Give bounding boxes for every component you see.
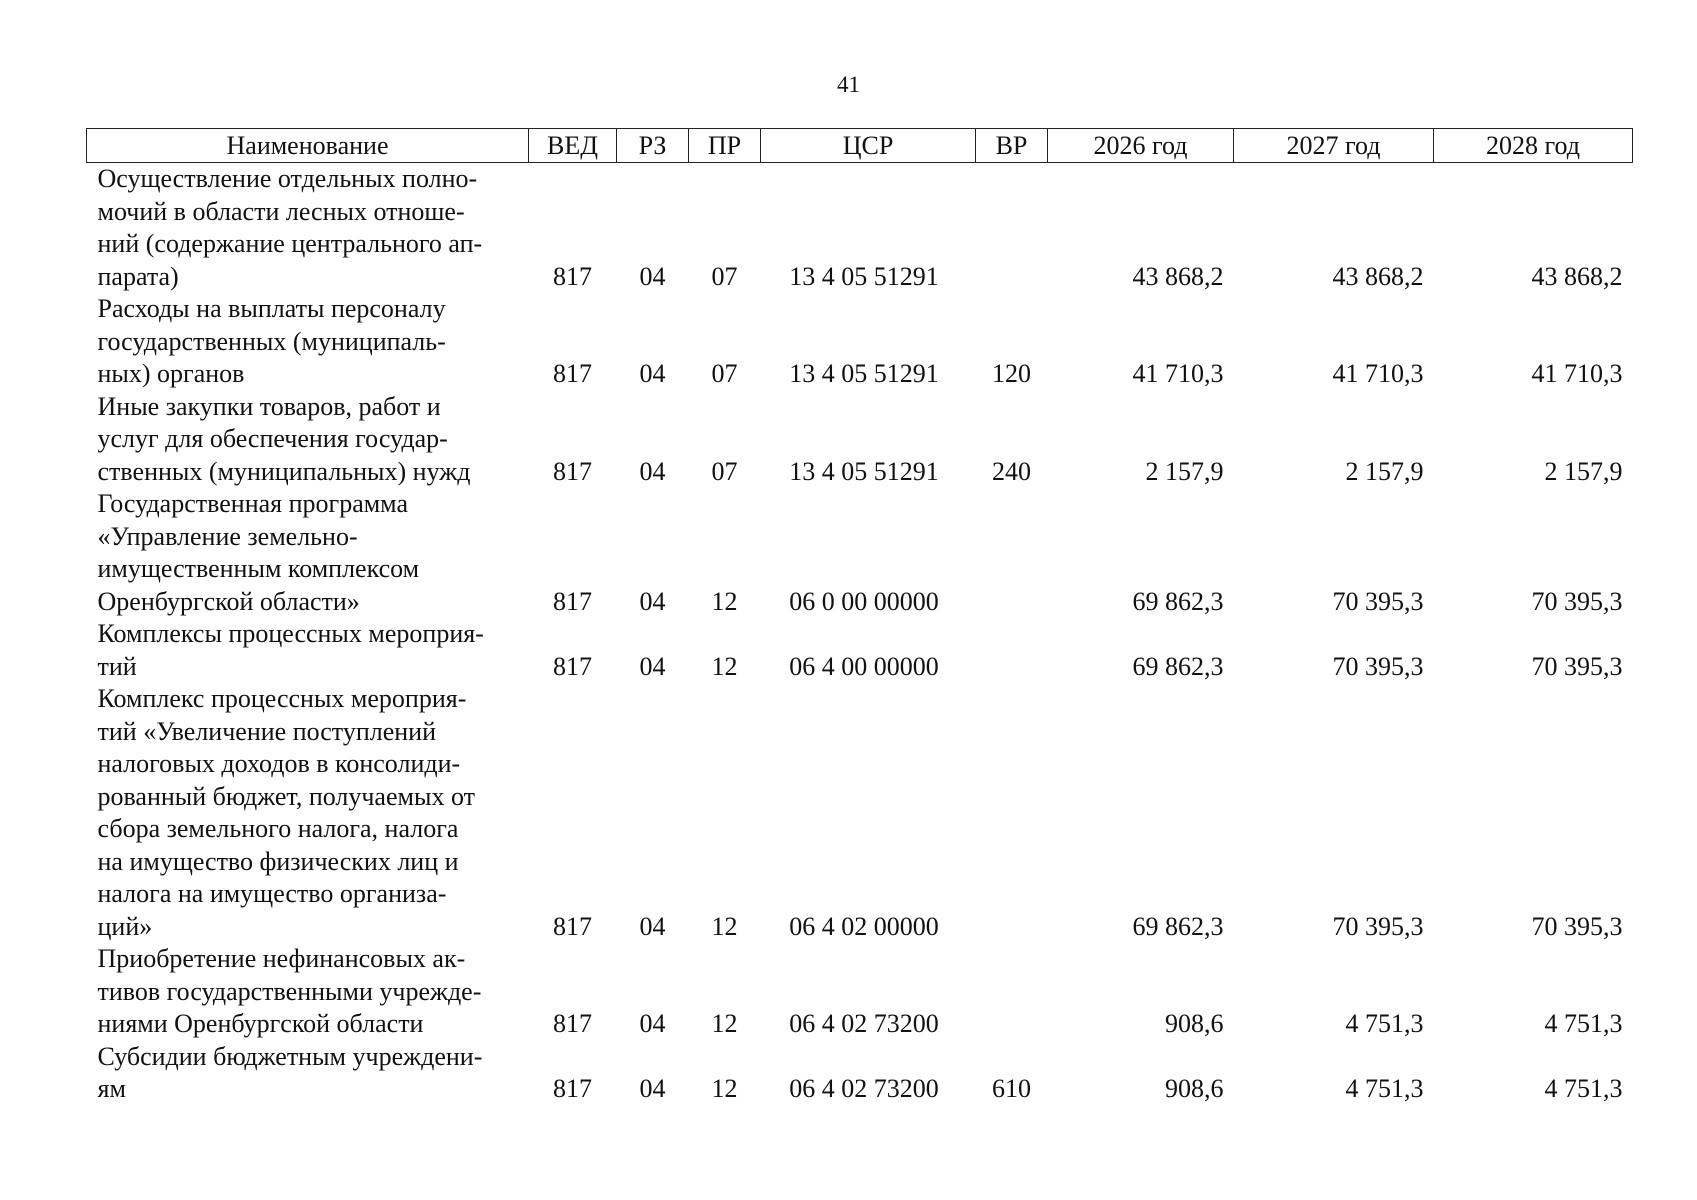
cell-2028: 70 395,3 [1531, 586, 1623, 616]
cell-2026: 908,6 [1165, 1074, 1224, 1103]
page-number: 41 [837, 72, 860, 97]
cell-name [87, 1041, 529, 1106]
name-line: «Управление земельно- [97, 521, 358, 551]
table-row [87, 943, 1633, 1041]
table-row [87, 618, 1633, 683]
cell-pr: 12 [711, 586, 738, 616]
cell-2027: 4 751,3 [1345, 1009, 1424, 1038]
cell-2028: 2 157,9 [1544, 456, 1623, 486]
cell-2027: 43 868,2 [1332, 261, 1424, 291]
table-row [87, 293, 1633, 391]
name-line: на имущество физических лиц и [97, 846, 459, 876]
name-line: Комплексы процессных мероприя- [97, 619, 484, 648]
cell-rz: 04 [639, 456, 666, 486]
table-row [87, 683, 1633, 943]
name-line: сбора земельного налога, налога [97, 814, 459, 843]
name-line: тий [97, 651, 137, 681]
name-line: имущественным комплексом [97, 554, 420, 583]
cell-csr: 13 4 05 51291 [789, 456, 939, 486]
name-line: ям [97, 1074, 126, 1103]
cell-csr: 06 4 02 00000 [789, 911, 939, 941]
name-line: тивов государственными учрежде- [97, 976, 482, 1006]
header-pr: ПР [689, 129, 761, 163]
name-line: ниями Оренбургской области [97, 1009, 424, 1038]
header-vr: ВР [976, 129, 1048, 163]
cell-2028: 4 751,3 [1544, 1009, 1623, 1038]
table-header [87, 129, 1633, 163]
cell-ved: 817 [553, 359, 592, 388]
cell-pr: 07 [711, 456, 738, 486]
cell-ved: 817 [553, 261, 592, 291]
cell-2026: 41 710,3 [1132, 359, 1224, 388]
cell-ved: 817 [553, 1074, 592, 1103]
cell-pr: 12 [711, 1074, 738, 1103]
cell-2026: 2 157,9 [1145, 456, 1224, 486]
header-name: Наименование [87, 129, 529, 163]
cell-2026: 43 868,2 [1132, 261, 1224, 291]
header-2026: 2026 год [1048, 129, 1234, 163]
cell-ved: 817 [553, 651, 592, 681]
name-line: государственных (муниципаль- [97, 326, 446, 356]
cell-pr: 12 [711, 1009, 738, 1038]
cell-2028: 4 751,3 [1544, 1074, 1623, 1103]
cell-2027: 70 395,3 [1332, 651, 1424, 681]
header-rz: РЗ [617, 129, 689, 163]
cell-rz: 04 [639, 586, 666, 616]
cell-csr: 06 4 02 73200 [789, 1009, 939, 1038]
cell-name [87, 293, 529, 391]
header-row [87, 129, 1633, 163]
name-line: мочий в области лесных отноше- [97, 196, 465, 226]
cell-2027: 70 395,3 [1332, 586, 1424, 616]
name-line: Комплекс процессных мероприя- [97, 684, 467, 713]
cell-2027: 2 157,9 [1345, 456, 1424, 486]
cell-rz: 04 [639, 1009, 666, 1038]
header-2027: 2027 год [1234, 129, 1434, 163]
cell-vr [976, 618, 1048, 683]
cell-csr: 13 4 05 51291 [789, 261, 939, 291]
name-line: Осуществление отдельных полно- [97, 164, 478, 193]
name-line: Государственная программа [97, 489, 409, 518]
cell-csr: 06 4 00 00000 [789, 651, 939, 681]
name-line: Иные закупки товаров, работ и [97, 391, 441, 421]
name-line: Приобретение нефинансовых ак- [97, 944, 466, 973]
cell-vr: 240 [992, 456, 1031, 486]
cell-rz: 04 [639, 359, 666, 388]
table-body [87, 163, 1633, 1106]
cell-rz: 04 [639, 1074, 666, 1103]
cell-csr: 06 0 00 00000 [789, 586, 939, 616]
name-line: ний (содержание центрального ап- [97, 229, 483, 258]
cell-rz: 04 [639, 261, 666, 291]
name-line: рованный бюджет, получаемых от [97, 781, 475, 811]
cell-2028: 70 395,3 [1531, 911, 1623, 941]
name-line: тий «Увеличение поступлений [97, 716, 436, 746]
table-row [87, 163, 1633, 294]
cell-2026: 69 862,3 [1132, 586, 1224, 616]
cell-2027: 70 395,3 [1332, 911, 1424, 941]
cell-rz: 04 [639, 651, 666, 681]
cell-2026: 69 862,3 [1132, 911, 1224, 941]
cell-2027: 4 751,3 [1345, 1074, 1424, 1103]
budget-table [86, 128, 1633, 1106]
cell-2026: 69 862,3 [1132, 651, 1224, 681]
name-line: Расходы на выплаты персоналу [97, 294, 446, 323]
header-csr: ЦСР [761, 129, 976, 163]
name-line: услуг для обеспечения государ- [97, 424, 448, 453]
name-line: налога на имущество организа- [97, 879, 447, 908]
header-ved: ВЕД [529, 129, 617, 163]
name-line: ных) органов [97, 359, 245, 388]
cell-name [87, 943, 529, 1041]
cell-ved: 817 [553, 1009, 592, 1038]
cell-vr [976, 683, 1048, 943]
cell-vr [976, 488, 1048, 618]
cell-2028: 43 868,2 [1531, 261, 1623, 291]
cell-2027: 41 710,3 [1332, 359, 1424, 388]
cell-2028: 41 710,3 [1531, 359, 1623, 388]
cell-rz: 04 [639, 911, 666, 941]
table-row [87, 1041, 1633, 1106]
cell-name [87, 488, 529, 618]
table-row [87, 391, 1633, 489]
cell-name [87, 618, 529, 683]
cell-ved: 817 [553, 586, 592, 616]
cell-ved: 817 [553, 456, 592, 486]
cell-name [87, 163, 529, 294]
cell-name [87, 683, 529, 943]
cell-pr: 07 [711, 261, 738, 291]
name-line: парата) [97, 261, 179, 291]
cell-2028: 70 395,3 [1531, 651, 1623, 681]
cell-vr: 610 [992, 1074, 1031, 1103]
cell-ved: 817 [553, 911, 592, 941]
cell-name [87, 391, 529, 489]
header-2028: 2028 год [1434, 129, 1633, 163]
name-line: ций» [97, 911, 153, 941]
table-row [87, 488, 1633, 618]
name-line: ственных (муниципальных) нужд [97, 456, 471, 486]
name-line: Субсидии бюджетным учреждени- [97, 1041, 483, 1071]
cell-vr [976, 943, 1048, 1041]
cell-pr: 12 [711, 911, 738, 941]
cell-csr: 06 4 02 73200 [789, 1074, 939, 1103]
cell-vr [976, 163, 1048, 294]
cell-vr: 120 [992, 359, 1031, 388]
name-line: налоговых доходов в консолиди- [97, 749, 461, 778]
cell-pr: 12 [711, 651, 738, 681]
cell-csr: 13 4 05 51291 [789, 359, 939, 388]
cell-2026: 908,6 [1165, 1009, 1224, 1038]
cell-pr: 07 [711, 359, 738, 388]
name-line: Оренбургской области» [97, 586, 360, 616]
